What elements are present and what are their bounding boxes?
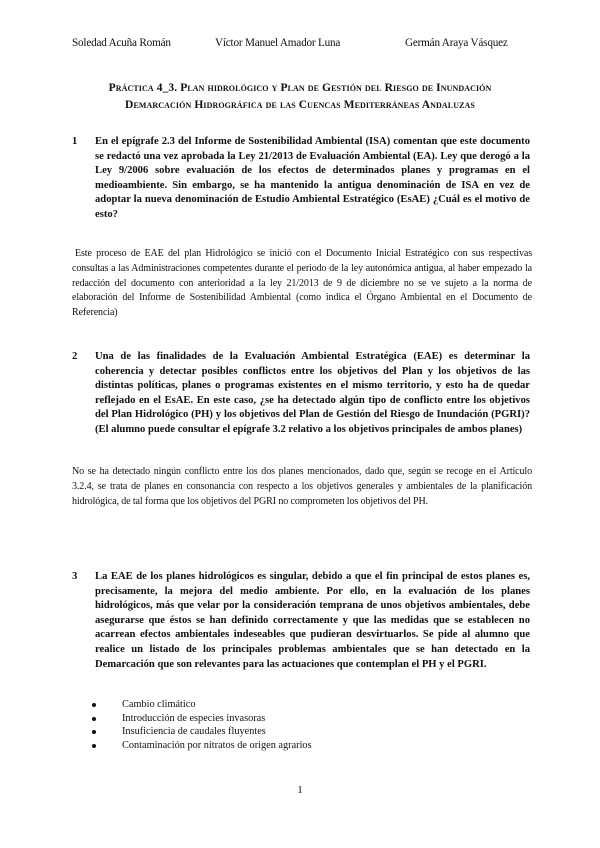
author-1: Soledad Acuña Román [72,37,171,49]
bullet-icon [92,744,96,748]
list-item: Contaminación por nitratos de origen agrarios [110,739,312,753]
problems-list [72,698,312,752]
bullet-icon [92,703,96,707]
list-item: Insuficiencia de caudales fluyentes [110,725,312,739]
question-text: La EAE de los planes hidrológicos es singular, debido a que el fin principal de estos planes es, precisamente, la mejora del medio ambiente. Por ello, en la evaluación de los planes hidrológicos, más que velar por la consideración temprana de unos objetivos ambientales, debe asegurarse que éstos se han definido correctamente y que las medidas que se establecen no acarrean efectos ambientales indeseables que pudieran desvirtuarlos. Se pide al alumno que realice un listado de los principales problemas ambientales que se han detectado en la Demarcación que son relevantes para las actuaciones que contemplan el PH y el PGRI. [95,571,530,670]
answer-2: No se ha detectado ningún conflicto entre los dos planes mencionados, dado que, según se recoge en el Artículo 3.2.4, se trata de planes en consonancia con respecto a los objetivos generales y ambientales de la planificación hidrológica, de tal forma que los objetivos del PGRI no comprometen los objetivos del PH. [72,466,532,507]
question-text: Una de las finalidades de la Evaluación Ambiental Estratégica (EAE) es determinar la coherencia y detectar posibles conflictos entre los objetivos del Plan y los objetivos de las distintas políticas, planes o programas existentes en el mismo territorio, y esto ha de quedar reflejado en el EsAE. En este caso, ¿se ha detectado algún tipo de conflicto entre los objetivos del Plan Hidrológico (PH) y los objetivos del Plan de Gestión del Riesgo de Inundación (PGRI)? (El alumno puede consultar el epígrafe 3.2 relativo a los objetivos principales de ambos planes) [95,351,530,435]
question-number: 1 [72,136,78,147]
question-text: En el epígrafe 2.3 del Informe de Sostenibilidad Ambiental (ISA) comentan que este documento se redactó una vez aprobada la Ley 21/2013 de Evaluación Ambiental (EA). Ley que derogó a la Ley 9/2006 sobre evaluación de los efectos de determinados planes y programas en el medioambiente. Sin embargo, se ha mantenido la antigua denominación de ISA en vez de adoptar la nueva denominación de Estudio Ambiental Estratégico (EsAE) ¿Cuál es el motivo de esto? [95,136,530,220]
answer-1: Este proceso de EAE del plan Hidrológico se inició con el Documento Inicial Estratégico con sus respectivas consultas a las Administraciones competentes durante el periodo de la ley autonómica antigua, al haber empezado la redacción del documento con anterioridad a la ley 21/2013 de 9 de diciembre no se ve sujeto a la norma de elaboración del Informe de Sostenibilidad Ambiental (como indica el Órgano Ambiental en el Documento de Referencia) [72,248,532,319]
author-2: Víctor Manuel Amador Luna [215,37,341,49]
document-title [60,80,540,114]
bullet-icon [92,717,96,721]
author-3: Germán Araya Vásquez [405,37,508,49]
title-line-2: Demarcación Hidrográfica de las Cuencas Mediterráneas Andaluzas [125,99,475,111]
page-number: 1 [297,784,303,796]
question-number: 3 [72,571,78,582]
list-item: Introducción de especies invasoras [110,712,312,726]
list-item: Cambio climático [110,698,312,712]
title-line-1: Práctica 4_3. Plan hidrológico y Plan de Gestión del Riesgo de Inundación [108,82,492,94]
bullet-icon [92,730,96,734]
question-number: 2 [72,351,78,362]
